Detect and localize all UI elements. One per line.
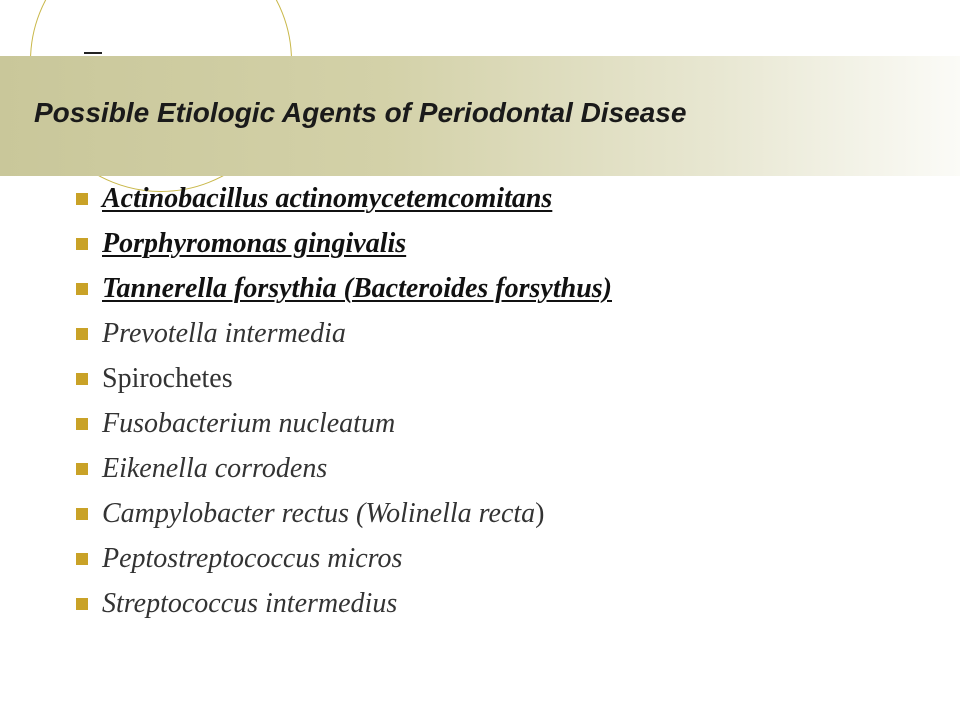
bullet-text-part: Wolinella recta [365, 497, 536, 529]
bullet-text: Eikenella corrodens [102, 452, 328, 484]
bullet-list [76, 176, 612, 626]
list-item [76, 491, 612, 536]
list-item [76, 311, 612, 356]
bullet-text-part: Campylobacter rectus ( [102, 497, 366, 529]
bullet-text: Prevotella intermedia [102, 317, 346, 349]
list-item [76, 221, 612, 266]
bullet-text: Spirochetes [102, 362, 233, 394]
square-bullet-icon [76, 193, 88, 205]
square-bullet-icon [76, 418, 88, 430]
square-bullet-icon [76, 373, 88, 385]
slide-title: Possible Etiologic Agents of Periodontal Disease [34, 97, 687, 128]
square-bullet-icon [76, 463, 88, 475]
bullet-text: Tannerella forsythia (Bacteroides forsythus) [102, 272, 612, 304]
list-item [76, 356, 612, 401]
bullet-text: Actinobacillus actinomycetemcomitans [102, 182, 553, 214]
list-item [76, 446, 612, 491]
square-bullet-icon [76, 598, 88, 610]
square-bullet-icon [76, 328, 88, 340]
bullet-text [102, 498, 544, 530]
list-item [76, 176, 612, 221]
list-item [76, 401, 612, 446]
bullet-text: Fusobacterium nucleatum [102, 407, 396, 439]
bullet-text: Streptococcus intermedius [102, 587, 398, 619]
list-item [76, 536, 612, 581]
bullet-text: Porphyromonas gingivalis [102, 227, 407, 259]
bullet-text: Peptostreptococcus micros [102, 542, 403, 574]
square-bullet-icon [76, 283, 88, 295]
bullet-text-part: ) [535, 497, 545, 529]
square-bullet-icon [76, 238, 88, 250]
square-bullet-icon [76, 508, 88, 520]
list-item [76, 581, 612, 626]
square-bullet-icon [76, 553, 88, 565]
list-item [76, 266, 612, 311]
decorative-dash [84, 52, 102, 54]
